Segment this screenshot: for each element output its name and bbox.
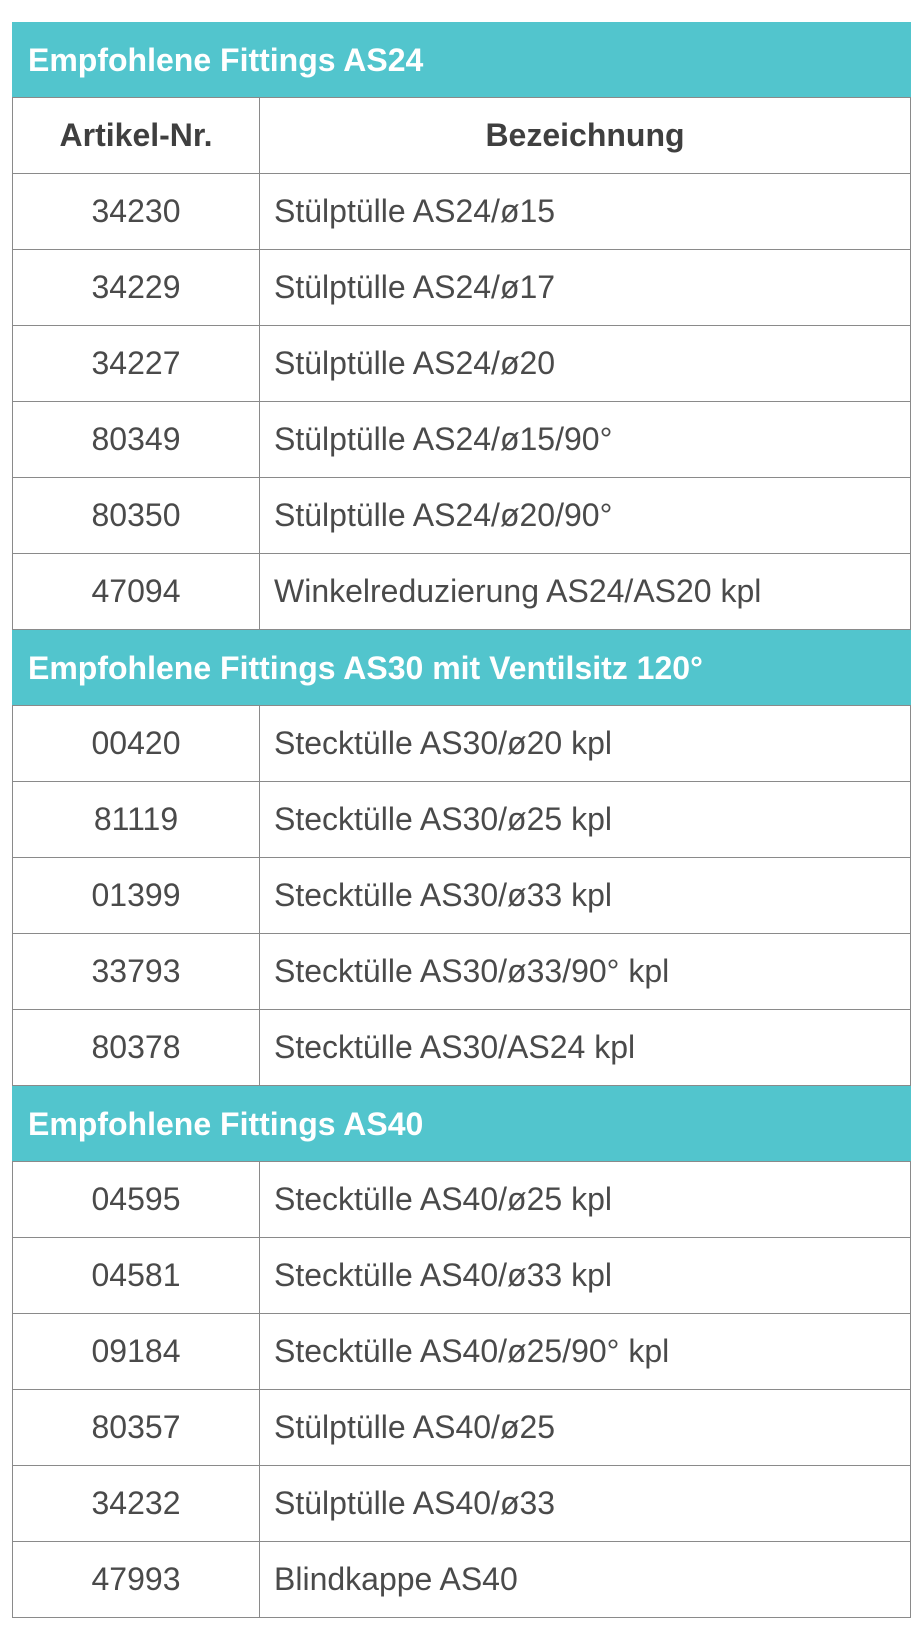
article-nr-cell: 80350 <box>13 478 260 553</box>
article-nr-cell: 34230 <box>13 174 260 249</box>
description-cell: Blindkappe AS40 <box>274 1561 518 1597</box>
article-nr-cell: 34232 <box>13 1466 260 1541</box>
description-cell: Stülptülle AS40/ø25 <box>274 1409 556 1445</box>
table-row <box>12 478 911 554</box>
description-cell: Winkelreduzierung AS24/AS20 kpl <box>274 573 762 609</box>
article-nr-cell: 81119 <box>13 782 260 857</box>
section-header-as24: Empfohlene Fittings AS24 <box>12 22 911 98</box>
description-cell: Stecktülle AS40/ø25/90° kpl <box>274 1333 670 1369</box>
article-nr-cell: 09184 <box>13 1314 260 1389</box>
article-nr-cell: 34227 <box>13 326 260 401</box>
table-row <box>12 174 911 250</box>
description-cell: Stülptülle AS24/ø15/90° <box>274 421 613 457</box>
article-nr-cell: 34229 <box>13 250 260 325</box>
table-row <box>12 1010 911 1086</box>
section-header-as30: Empfohlene Fittings AS30 mit Ventilsitz 120° <box>12 630 911 706</box>
article-nr-cell: 80349 <box>13 402 260 477</box>
description-cell: Stecktülle AS30/ø25 kpl <box>274 801 612 837</box>
table-row <box>12 402 911 478</box>
description-cell: Stecktülle AS30/ø33 kpl <box>274 877 612 913</box>
description-cell: Stülptülle AS24/ø15 <box>274 193 556 229</box>
table-row <box>12 1466 911 1542</box>
description-cell: Stülptülle AS24/ø20 <box>274 345 556 381</box>
table-row <box>12 706 911 782</box>
description-cell: Stecktülle AS40/ø33 kpl <box>274 1257 612 1293</box>
description-cell: Stülptülle AS24/ø20/90° <box>274 497 613 533</box>
description-cell: Stecktülle AS30/ø33/90° kpl <box>274 953 670 989</box>
article-nr-cell: 04595 <box>13 1162 260 1237</box>
article-nr-cell: 80378 <box>13 1010 260 1085</box>
column-header-article-nr: Artikel-Nr. <box>13 98 260 173</box>
table-row <box>12 1390 911 1466</box>
article-nr-cell: 00420 <box>13 706 260 781</box>
description-cell: Stülptülle AS40/ø33 <box>274 1485 556 1521</box>
section-header-as40: Empfohlene Fittings AS40 <box>12 1086 911 1162</box>
column-header-description: Bezeichnung <box>485 117 685 153</box>
table-row <box>12 1162 911 1238</box>
table-row <box>12 250 911 326</box>
table-row <box>12 782 911 858</box>
fittings-table <box>12 22 911 1618</box>
table-row <box>12 1238 911 1314</box>
article-nr-cell: 01399 <box>13 858 260 933</box>
article-nr-cell: 33793 <box>13 934 260 1009</box>
table-row <box>12 934 911 1010</box>
article-nr-cell: 47094 <box>13 554 260 629</box>
article-nr-cell: 04581 <box>13 1238 260 1313</box>
article-nr-cell: 47993 <box>13 1542 260 1617</box>
description-cell: Stecktülle AS30/AS24 kpl <box>274 1029 636 1065</box>
description-cell: Stülptülle AS24/ø17 <box>274 269 556 305</box>
table-row <box>12 1314 911 1390</box>
table-row <box>12 1542 911 1618</box>
article-nr-cell: 80357 <box>13 1390 260 1465</box>
table-row <box>12 554 911 630</box>
description-cell: Stecktülle AS40/ø25 kpl <box>274 1181 612 1217</box>
table-row <box>12 326 911 402</box>
column-header-row <box>12 98 911 174</box>
table-row <box>12 858 911 934</box>
description-cell: Stecktülle AS30/ø20 kpl <box>274 725 612 761</box>
